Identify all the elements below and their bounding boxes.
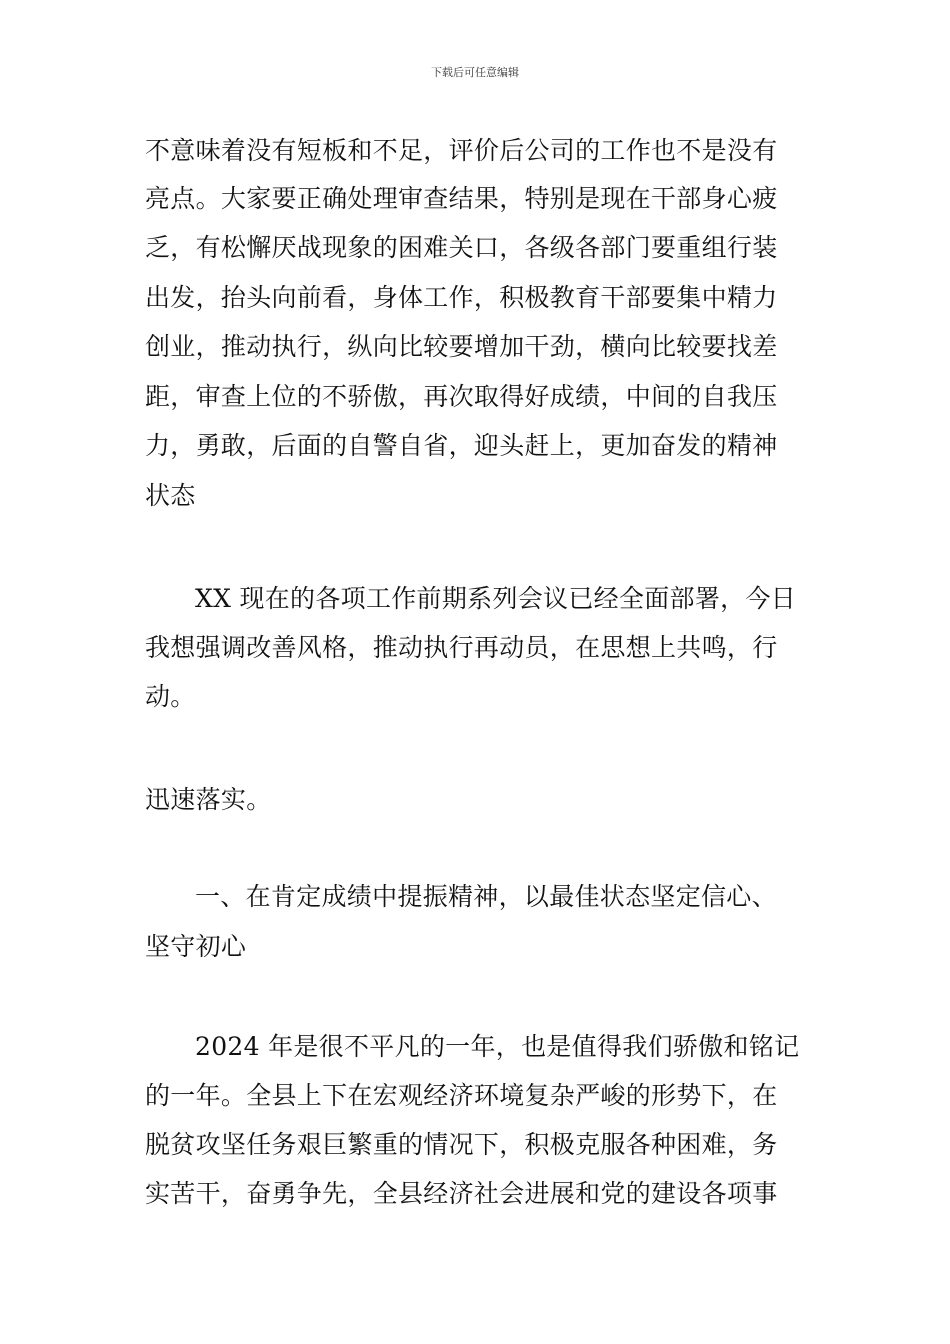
- text-line: 不意味着没有短板和不足，评价后公司的工作也不是没有: [145, 136, 778, 165]
- text-line: 状态: [145, 481, 196, 510]
- text-line: 实苦干，奋勇争先，全县经济社会进展和党的建设各项事: [145, 1179, 778, 1208]
- section-heading: 一、在肯定成绩中提振精神，以最佳状态坚定信心、: [195, 882, 777, 911]
- text-line: 亮点。大家要正确处理审查结果，特别是现在干部身心疲: [145, 184, 778, 213]
- text-line: 迅速落实。: [145, 785, 272, 814]
- page-header: 下载后可任意编辑: [431, 66, 519, 79]
- text-line: 脱贫攻坚任务艰巨繁重的情况下，积极克服各种困难，务: [145, 1130, 778, 1159]
- text-line: 距，审查上位的不骄傲，再次取得好成绩，中间的自我压: [145, 382, 778, 411]
- text-line: 我想强调改善风格，推动执行再动员，在思想上共鸣，行: [145, 633, 778, 662]
- text-line: 创业，推动执行，纵向比较要增加干劲，横向比较要找差: [145, 332, 778, 361]
- paragraph-first-line: 2024 年是很不平凡的一年，也是值得我们骄傲和铭记: [195, 1032, 800, 1061]
- paragraph-first-line: XX 现在的各项工作前期系列会议已经全面部署，今日: [195, 584, 797, 613]
- text-line: 出发，抬头向前看，身体工作，积极教育干部要集中精力: [145, 283, 778, 312]
- text-line: 动。: [145, 682, 196, 711]
- text-line: 的一年。全县上下在宏观经济环境复杂严峻的形势下，在: [145, 1081, 778, 1110]
- section-heading-cont: 坚守初心: [145, 932, 247, 961]
- text-line: 力，勇敢，后面的自警自省，迎头赶上，更加奋发的精神: [145, 431, 778, 460]
- text-line: 乏，有松懈厌战现象的困难关口，各级各部门要重组行装: [145, 233, 778, 262]
